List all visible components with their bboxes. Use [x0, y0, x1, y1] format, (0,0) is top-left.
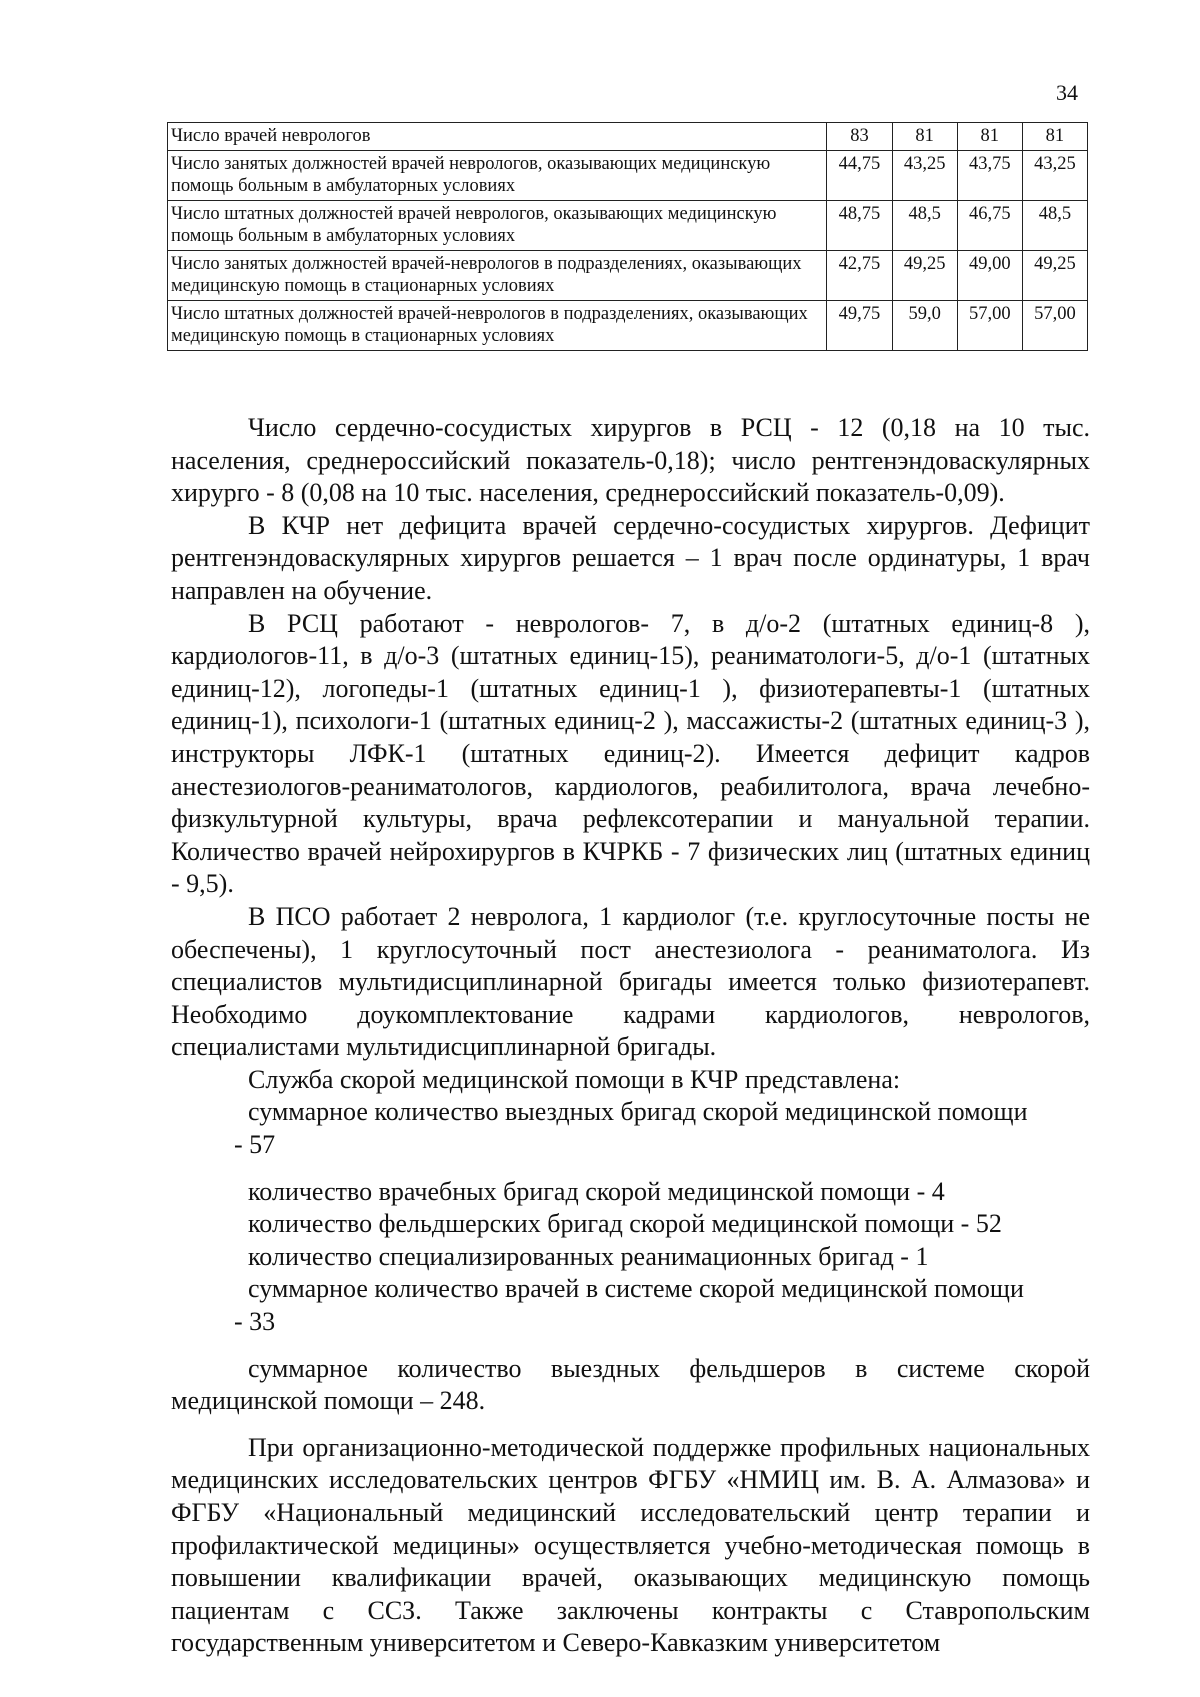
cell-value: 81	[1022, 123, 1087, 151]
cell-value: 43,75	[957, 151, 1022, 201]
cell-value: 59,0	[892, 301, 957, 351]
ambulance-item-text: суммарное количество выездных бригад скорой медицинской помощи	[248, 1097, 1028, 1127]
ambulance-item-value: - 33	[234, 1307, 276, 1337]
row-label: Число штатных должностей врачей-неврологов в подразделениях, оказывающих медицинскую помощь в стационарных условиях	[168, 301, 827, 351]
row-label: Число занятых должностей врачей-неврологов в подразделениях, оказывающих медицинскую помощь в стационарных условиях	[168, 251, 827, 301]
row-label: Число штатных должностей врачей неврологов, оказывающих медицинскую помощь больным в амбулаторных условиях	[168, 201, 827, 251]
paragraph-methodical-support: При организационно-методической поддержке профильных национальных медицинских исследовательских центров ФГБУ «НМИЦ им. В. А. Алмазова» и ФГБУ «Национальный медицинский исследовательский центр терапии и профилактической медицины» осуществляется учебно-методическая помощь в повышении квалификации врачей, оказывающих медицинскую помощь пациентам с ССЗ. Также заключены контракты с Ставропольским государственным университетом и Северо-Кавказким университетом	[171, 1432, 1090, 1658]
table-row	[168, 151, 1088, 201]
table-row	[168, 251, 1088, 301]
cell-value: 48,5	[892, 201, 957, 251]
cell-value: 46,75	[957, 201, 1022, 251]
ambulance-item: количество фельдшерских бригад скорой медицинской помощи - 52	[248, 1209, 1002, 1239]
cell-value: 44,75	[827, 151, 892, 201]
table-row	[168, 123, 1088, 151]
cell-value: 83	[827, 123, 892, 151]
ambulance-item-value: - 57	[234, 1130, 276, 1160]
table-row	[168, 201, 1088, 251]
cell-value: 57,00	[1022, 301, 1087, 351]
row-label: Число врачей неврологов	[168, 123, 827, 151]
cell-value: 49,25	[1022, 251, 1087, 301]
row-label: Число занятых должностей врачей неврологов, оказывающих медицинскую помощь больным в амбулаторных условиях	[168, 151, 827, 201]
paragraph-deficit: В КЧР нет дефицита врачей сердечно-сосудистых хирургов. Дефицит рентгенэндоваскулярных хирургов решается – 1 врач после ординатуры, 1 врач направлен на обучение.	[171, 510, 1090, 605]
cell-value: 81	[957, 123, 1022, 151]
ambulance-item	[171, 1273, 1090, 1338]
paragraph-rsc-staff: В РСЦ работают - неврологов- 7, в д/о-2 (штатных единиц-8 ), кардиологов-11, в д/о-3 (штатных единиц-15), реаниматологи-5, д/о-1 (штатных единиц-12), логопеды-1 (штатных единиц-1 ), физиотерапевты-1 (штатных единиц-1), психологи-1 (штатных единиц-2 ), массажисты-2 (штатных единиц-3 ), инструкторы ЛФК-1 (штатных единиц-2). Имеется дефицит кадров анестезиологов-реаниматологов, кардиологов, реабилитолога, врача лечебно-физкультурной культуры, врача рефлексотерапии и мануальной терапии. Количество врачей нейрохирургов в КЧРКБ - 7 физических лиц (штатных единиц - 9,5).	[171, 608, 1090, 899]
cell-value: 49,75	[827, 301, 892, 351]
cell-value: 43,25	[1022, 151, 1087, 201]
cell-value: 43,25	[892, 151, 957, 201]
ambulance-item	[171, 1096, 1090, 1161]
table-row	[168, 301, 1088, 351]
ambulance-item-text: суммарное количество врачей в системе скорой медицинской помощи	[248, 1274, 1024, 1304]
paragraph-surgeons: Число сердечно-сосудистых хирургов в РСЦ - 12 (0,18 на 10 тыс. населения, среднероссийский показатель-0,18); число рентгенэндоваскулярных хирурго - 8 (0,08 на 10 тыс. населения, среднероссийский показатель-0,09).	[171, 413, 1090, 508]
cell-value: 49,25	[892, 251, 957, 301]
cell-value: 42,75	[827, 251, 892, 301]
cell-value: 48,75	[827, 201, 892, 251]
cell-value: 81	[892, 123, 957, 151]
cell-value: 48,5	[1022, 201, 1087, 251]
cell-value: 49,00	[957, 251, 1022, 301]
page-number: 34	[1056, 80, 1078, 105]
ambulance-item: количество специализированных реанимационных бригад - 1	[248, 1241, 929, 1271]
ambulance-item: количество врачебных бригад скорой медицинской помощи - 4	[248, 1176, 945, 1206]
ambulance-item: суммарное количество выездных фельдшеров в системе скорой медицинской помощи – 248.	[171, 1353, 1090, 1416]
neurologists-table	[167, 122, 1088, 351]
body-text	[171, 412, 1090, 1660]
paragraph-pso-staff: В ПСО работает 2 невролога, 1 кардиолог (т.е. круглосуточные посты не обеспечены), 1 круглосуточный пост анестезиолога - реаниматолога. Из специалистов мультидисциплинарной бригады имеется только физиотерапевт. Необходимо доукомплектование кадрами кардиологов, неврологов, специалистами мультидисциплинарной бригады.	[171, 901, 1090, 1062]
ambulance-intro: Служба скорой медицинской помощи в КЧР представлена:	[248, 1064, 901, 1094]
cell-value: 57,00	[957, 301, 1022, 351]
